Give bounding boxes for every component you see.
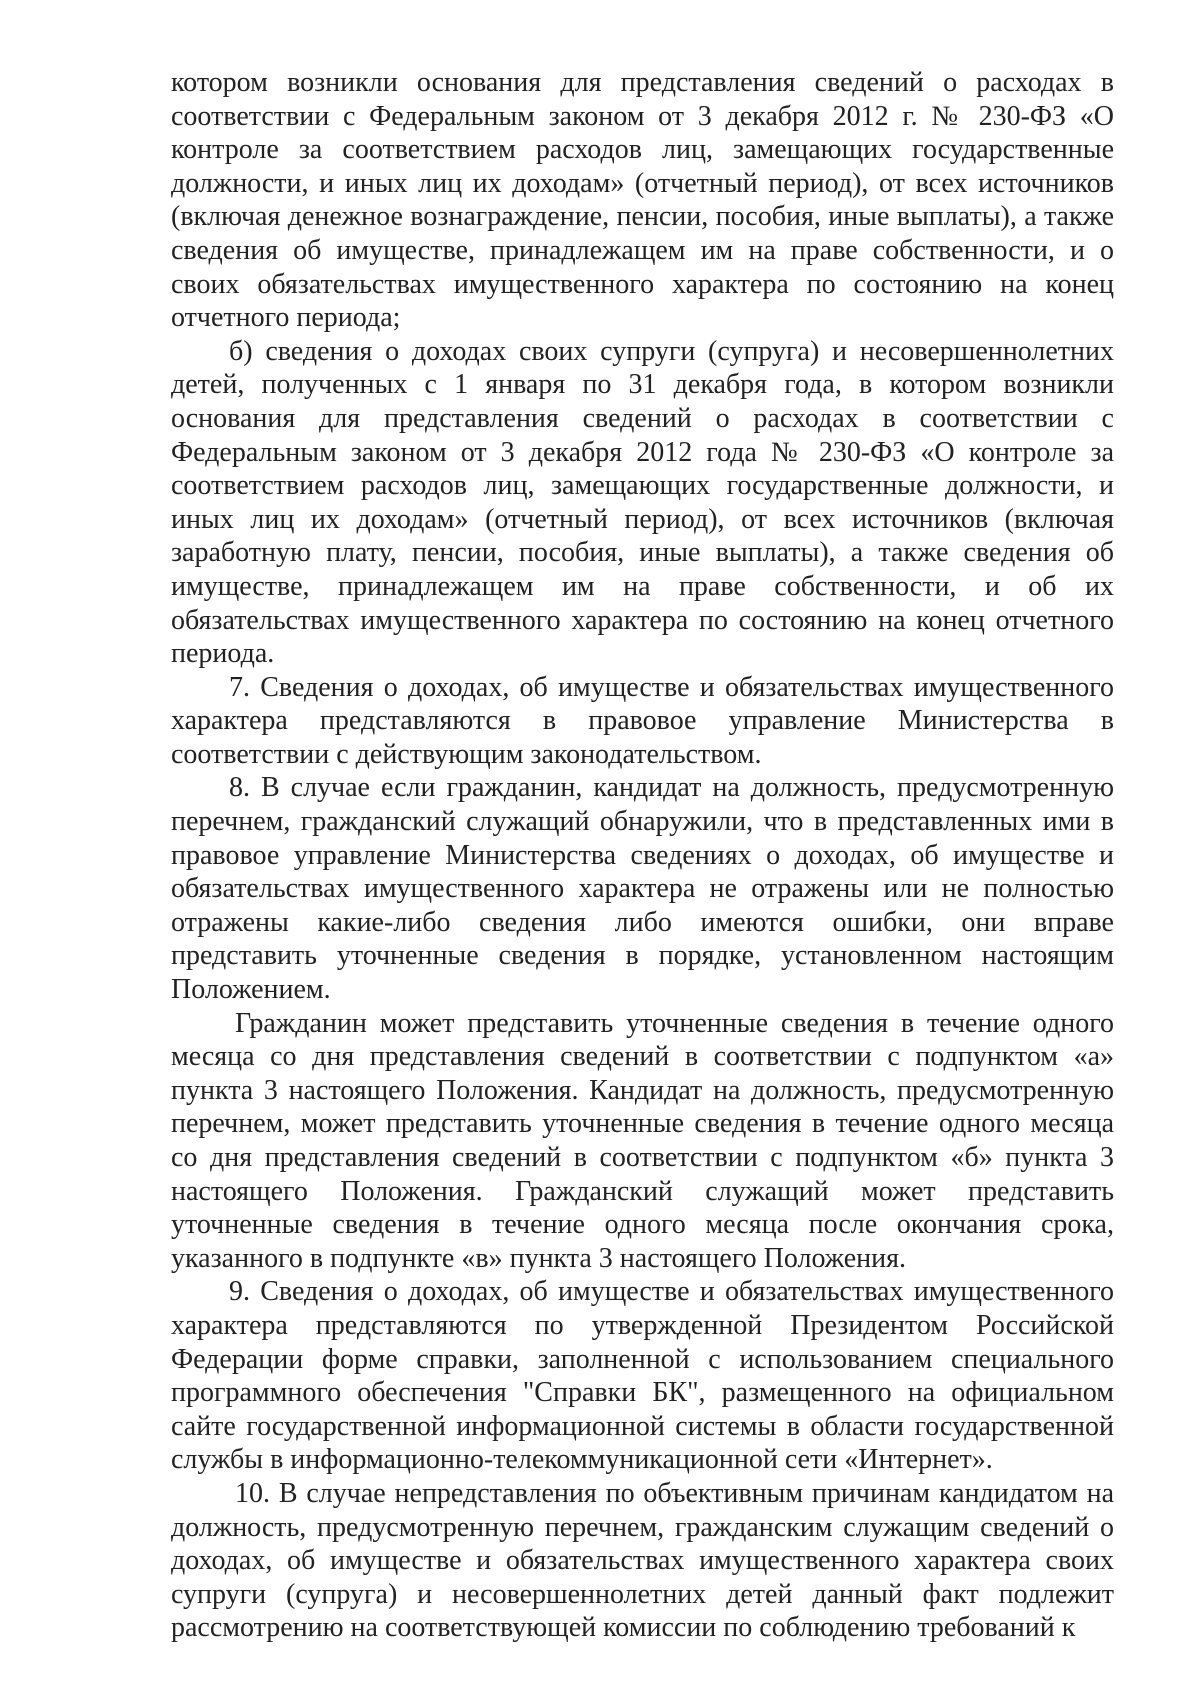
paragraph-item-10: 10. В случае непредставления по объективным причинам кандидатом на должность, предусмотренную перечнем, гражданским служащим сведений о доходах, об имуществе и обязательствах имущественного характера своих супруги (супруга) и несовершеннолетних детей данный факт подлежит рассмотрению на соответствующей комиссии по соблюдению требований к [171,1477,1114,1644]
paragraph-item-8: 8. В случае если гражданин, кандидат на должность, предусмотренную перечнем, гражданский служащий обнаружили, что в представленных ими в правовое управление Министерства сведениях о доходах, об имуществе и обязательствах имущественного характера не отражены или не полностью отражены какие-либо сведения либо имеются ошибки, они вправе представить уточненные сведения в порядке, установленном настоящим Положением. [171,772,1114,1006]
paragraph-item-8-continued: Гражданин может представить уточненные сведения в течение одного месяца со дня представления сведений в соответствии с подпунктом «а» пункта 3 настоящего Положения. Кандидат на должность, предусмотренную перечнем, может представить уточненные сведения в течение одного месяца со дня представления сведений в соответствии с подпунктом «б» пункта 3 настоящего Положения. Гражданский служащий может представить уточненные сведения в течение одного месяца после окончания срока, указанного в подпункте «в» пункта 3 настоящего Положения. [171,1007,1114,1274]
paragraph-subitem-b: б) сведения о доходах своих супруги (супруга) и несовершеннолетних детей, полученных с 1 января по 31 декабря года, в котором возникли основания для представления сведений о расходах в соответствии с Федеральным законом от 3 декабря 2012 года № 230-ФЗ «О контроле за соответствием расходов лиц, замещающих государственные должности, и иных лиц их доходам» (отчетный период), от всех источников (включая заработную плату, пенсии, пособия, иные выплаты), а также сведения об имуществе, принадлежащем им на праве собственности, и об их обязательствах имущественного характера по состоянию на конец отчетного периода. [171,335,1114,670]
document-page [171,66,1114,1645]
paragraph-item-7: 7. Сведения о доходах, об имуществе и обязательствах имущественного характера представляются в правовое управление Министерства в соответствии с действующим законодательством. [171,671,1114,770]
paragraph-continuation: котором возникли основания для представления сведений о расходах в соответствии с Федеральным законом от 3 декабря 2012 г. № 230-ФЗ «О контроле за соответствием расходов лиц, замещающих государственные должности, и иных лиц их доходам» (отчетный период), от всех источников (включая денежное вознаграждение, пенсии, пособия, иные выплаты), а также сведения об имуществе, принадлежащем им на праве собственности, и о своих обязательствах имущественного характера по состоянию на конец отчетного периода; [171,67,1114,334]
paragraph-item-9: 9. Сведения о доходах, об имуществе и обязательствах имущественного характера представляются по утвержденной Президентом Российской Федерации форме справки, заполненной с использованием специального программного обеспечения "Справки БК", размещенного на официальном сайте государственной информационной системы в области государственной службы в информационно-телекоммуникационной сети «Интернет». [171,1276,1114,1476]
